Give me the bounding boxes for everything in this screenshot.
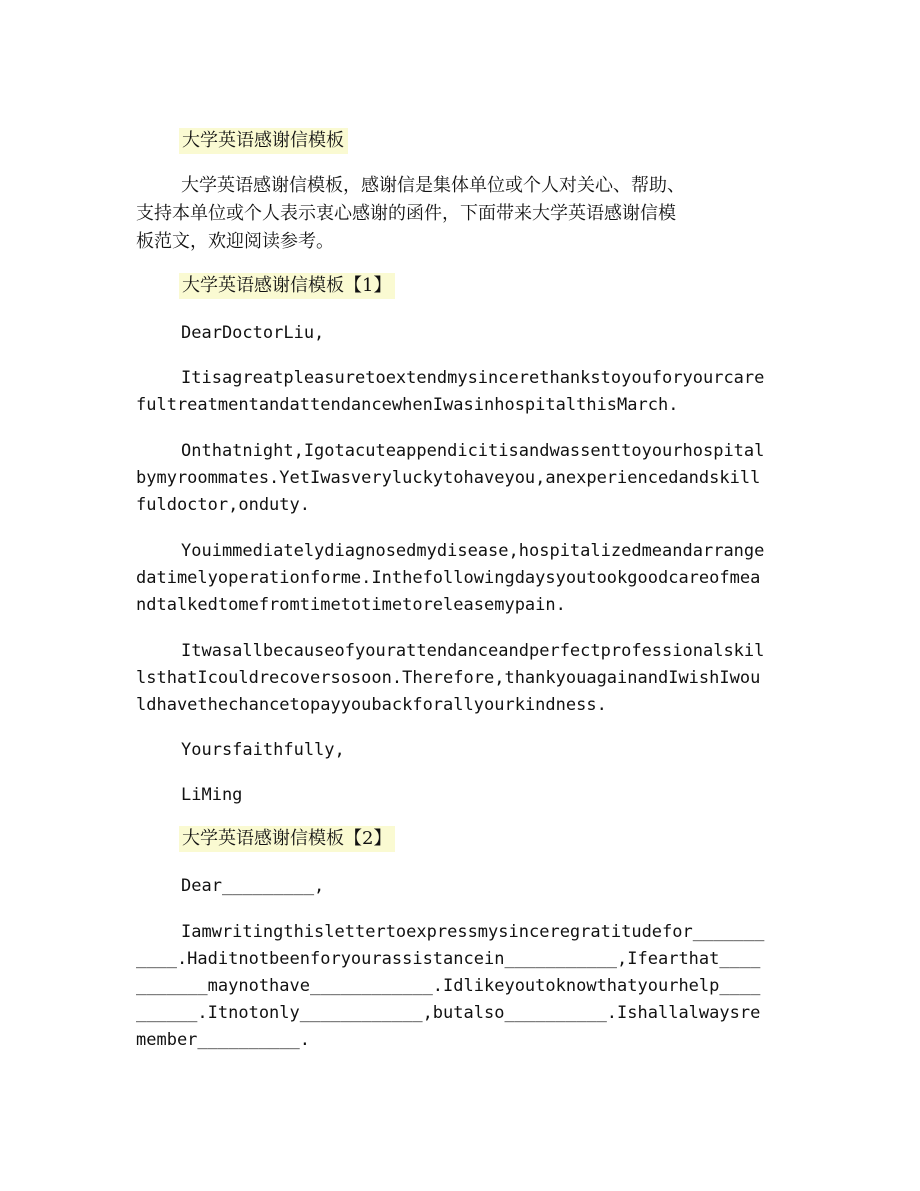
section-1-heading: 大学英语感谢信模板【1】 (179, 273, 395, 299)
letter-1-paragraph-3-line-2: datimelyoperationforme.Inthefollowingdaysyoutookgoodcareofmea (136, 568, 761, 588)
letter-1-paragraph-4-line-3: ldhavethechancetopayyoubackforallyourkindness. (136, 695, 607, 715)
letter-1-paragraph-2-line-3: fuldoctor,onduty. (136, 495, 310, 515)
letter-1-paragraph-1-line-1: Itisagreatpleasuretoextendmysincerethankstoyouforyourcare (181, 368, 765, 388)
letter-1-paragraph-2-line-2: bymyroommates.YetIwasveryluckytohaveyou,anexperiencedandskill (136, 468, 761, 488)
intro-line-3: 板范文，欢迎阅读参考。 (136, 231, 334, 252)
letter-1-paragraph-4-line-1: Itwasallbecauseofyourattendanceandperfectprofessionalskil (181, 641, 765, 661)
letter-2-paragraph-1-line-2: ____.Haditnotbeenforyourassistancein___________,Ifearthat____ (136, 949, 761, 969)
letter-2-paragraph-1-line-5: member__________. (136, 1030, 310, 1050)
letter-1-paragraph-3-line-1: Youimmediatelydiagnosedmydisease,hospitalizedmeandarrange (181, 541, 765, 561)
letter-2-salutation: Dear_________, (181, 876, 325, 896)
letter-1-paragraph-2-line-1: Onthatnight,Igotacuteappendicitisandwassenttoyourhospital (181, 441, 765, 461)
intro-line-2: 支持本单位或个人表示衷心感谢的函件，下面带来大学英语感谢信模 (136, 203, 676, 224)
letter-2-paragraph-1-line-4: ______.Itnotonly____________,butalso__________.Ishallalwaysre (136, 1003, 761, 1023)
letter-1-paragraph-3-line-3: ndtalkedtomefromtimetotimetoreleasemypain. (136, 595, 566, 615)
letter-1-paragraph-4-line-2: lsthatIcouldrecoversosoon.Therefore,thankyouagainandIwishIwou (136, 668, 761, 688)
intro-line-1: 大学英语感谢信模板，感谢信是集体单位或个人对关心、帮助、 (181, 175, 685, 196)
letter-1-signature: LiMing (181, 785, 243, 805)
document-title: 大学英语感谢信模板 (179, 128, 348, 154)
letter-1-paragraph-1-line-2: fultreatmentandattendancewhenIwasinhospitalthisMarch. (136, 395, 679, 415)
letter-2-paragraph-1-line-1: Iamwritingthislettertoexpressmysinceregratitudefor_______ (181, 922, 765, 942)
letter-1-salutation: DearDoctorLiu, (181, 323, 325, 343)
section-2-heading: 大学英语感谢信模板【2】 (179, 826, 395, 852)
letter-2-paragraph-1-line-3: _______maynothave____________.Idlikeyoutoknowthatyourhelp____ (136, 976, 761, 996)
letter-1-closing: Yoursfaithfully, (181, 740, 345, 760)
